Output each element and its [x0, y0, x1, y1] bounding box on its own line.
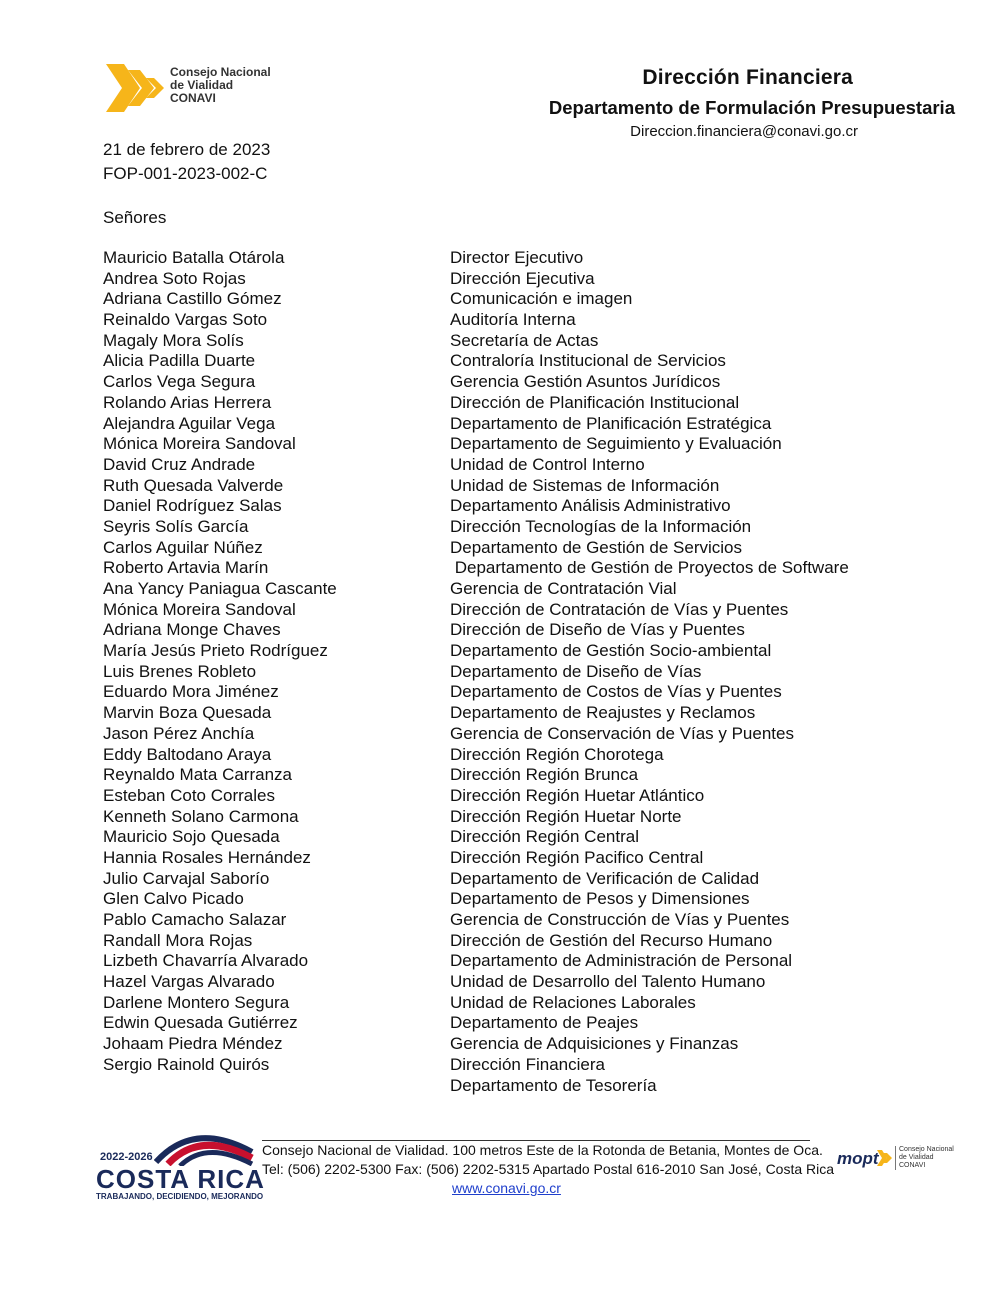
recipient-row [103, 1034, 963, 1055]
footer-contact: Tel: (506) 2202-5300 Fax: (506) 2202-5315 Apartado Postal 616-2010 San José, Costa Rica [262, 1161, 835, 1177]
recipient-department: Unidad de Control Interno [450, 454, 645, 474]
department-title: Dirección Financiera [642, 66, 853, 89]
logo-line-2: de Vialidad [170, 78, 234, 92]
recipient-row [103, 269, 963, 290]
mopt-text-3: CONAVI [899, 1162, 926, 1169]
recipient-name: Adriana Monge Chaves [103, 620, 281, 640]
recipient-row [103, 310, 963, 331]
recipient-department: Gerencia de Conservación de Vías y Puentes [450, 723, 794, 743]
recipient-row [103, 393, 963, 414]
recipient-row [103, 455, 963, 476]
recipient-department: Unidad de Relaciones Laborales [450, 992, 696, 1012]
conavi-logo [104, 60, 294, 116]
letter-salutation: Señores [103, 208, 167, 227]
recipient-row [103, 765, 963, 786]
recipient-name: Hazel Vargas Alvarado [103, 972, 275, 992]
recipient-row [103, 951, 963, 972]
recipient-row [103, 1055, 963, 1076]
conavi-chevron-icon [104, 60, 166, 116]
cr-logo-name: COSTA RICA [96, 1164, 265, 1194]
recipient-department: Dirección Ejecutiva [450, 268, 595, 288]
recipient-row [103, 641, 963, 662]
recipient-name: Hannia Rosales Hernández [103, 847, 311, 867]
recipient-department: Dirección de Gestión del Recurso Humano [450, 930, 773, 950]
recipient-department: Gerencia Gestión Asuntos Jurídicos [450, 372, 721, 392]
recipient-department: Departamento de Administración de Personal [450, 951, 793, 971]
recipient-name: Jason Pérez Anchía [103, 723, 255, 743]
recipient-row [103, 848, 963, 869]
logo-line-1: Consejo Nacional [170, 65, 271, 79]
recipient-name: Glen Calvo Picado [103, 889, 244, 909]
recipient-row [103, 517, 963, 538]
recipient-name: Alicia Padilla Duarte [103, 351, 256, 371]
cr-logo-years: 2022-2026 [100, 1151, 153, 1163]
recipient-list [103, 248, 963, 1096]
recipient-name: Daniel Rodríguez Salas [103, 496, 282, 516]
recipient-row [103, 496, 963, 517]
recipient-name: Kenneth Solano Carmona [103, 806, 299, 826]
recipient-name: Edwin Quesada Gutiérrez [103, 1013, 298, 1033]
recipient-row [103, 1013, 963, 1034]
recipient-row [103, 786, 963, 807]
recipient-name: Magaly Mora Solís [103, 330, 244, 350]
recipient-row [103, 331, 963, 352]
department-email[interactable]: Direccion.financiera@conavi.go.cr [630, 123, 858, 140]
mopt-wordmark: mopt [837, 1149, 879, 1168]
recipient-department: Dirección Región Huetar Atlántico [450, 785, 705, 805]
recipient-department: Gerencia de Contratación Vial [450, 579, 677, 598]
mopt-separator [895, 1146, 896, 1170]
recipient-department: Departamento de Gestión Socio-ambiental [450, 641, 772, 661]
recipient-department: Director Ejecutivo [450, 248, 584, 267]
recipient-department: Dirección Región Pacifico Central [450, 847, 704, 867]
recipient-row [103, 993, 963, 1014]
recipient-row [103, 827, 963, 848]
recipient-name: Darlene Montero Segura [103, 992, 290, 1012]
footer-divider [262, 1140, 810, 1141]
recipient-department: Departamento de Tesorería [450, 1075, 657, 1095]
recipient-department: Auditoría Interna [450, 310, 576, 330]
recipient-name: Luis Brenes Robleto [103, 661, 257, 681]
recipient-name: Pablo Camacho Salazar [103, 910, 287, 929]
recipient-department: Departamento de Reajustes y Reclamos [450, 703, 756, 723]
recipient-name: María Jesús Prieto Rodríguez [103, 641, 328, 661]
recipient-row [103, 807, 963, 828]
letter-date: 21 de febrero de 2023 [103, 140, 271, 159]
recipient-name: Ruth Quesada Valverde [103, 475, 284, 495]
recipient-name: Rolando Arias Herrera [103, 392, 272, 412]
recipient-department: Dirección Región Huetar Norte [450, 806, 682, 826]
recipient-department: Departamento de Gestión de Proyectos de Software [450, 558, 849, 578]
recipient-row [103, 682, 963, 703]
recipient-department: Departamento de Peajes [450, 1013, 639, 1033]
recipient-department: Departamento Análisis Administrativo [450, 496, 731, 516]
department-subtitle: Departamento de Formulación Presupuestaria [548, 97, 955, 118]
recipient-department: Unidad de Desarrollo del Talento Humano [450, 972, 766, 992]
recipient-name: David Cruz Andrade [103, 454, 256, 474]
recipient-name: Johaam Piedra Méndez [103, 1034, 283, 1054]
recipient-row [103, 351, 963, 372]
recipient-name: Alejandra Aguilar Vega [103, 413, 276, 433]
recipient-department: Dirección Región Brunca [450, 765, 639, 785]
footer-address: Consejo Nacional de Vialidad. 100 metros Este de la Rotonda de Betania, Montes de Oca. [262, 1142, 823, 1158]
recipient-name: Mauricio Batalla Otárola [103, 248, 285, 267]
recipient-name: Seyris Solís García [103, 516, 249, 536]
recipient-department: Contraloría Institucional de Servicios [450, 351, 726, 371]
recipient-department: Dirección Región Chorotega [450, 744, 664, 764]
recipient-department: Departamento de Verificación de Calidad [450, 868, 760, 888]
recipient-row [103, 1076, 963, 1097]
recipient-name: Carlos Aguilar Núñez [103, 537, 263, 557]
recipient-department: Departamento de Planificación Estratégica [450, 413, 772, 433]
recipient-name: Sergio Rainold Quirós [103, 1054, 270, 1074]
recipient-department: Secretaría de Actas [450, 330, 599, 350]
mopt-chevron-icon [877, 1148, 893, 1168]
recipient-name: Mauricio Sojo Quesada [103, 827, 280, 847]
recipient-row [103, 372, 963, 393]
recipient-row [103, 579, 963, 600]
recipient-name: Marvin Boza Quesada [103, 703, 272, 723]
footer-website-link[interactable]: www.conavi.go.cr [452, 1180, 561, 1196]
recipient-department: Dirección de Diseño de Vías y Puentes [450, 620, 745, 640]
recipient-name: Adriana Castillo Gómez [103, 289, 282, 309]
recipient-row [103, 538, 963, 559]
recipient-row [103, 289, 963, 310]
recipient-row [103, 703, 963, 724]
recipient-row [103, 745, 963, 766]
mopt-text-2: de Vialidad [899, 1154, 934, 1161]
recipient-row [103, 414, 963, 435]
recipient-row [103, 476, 963, 497]
recipient-name: Esteban Coto Corrales [103, 785, 275, 805]
recipient-department: Departamento de Seguimiento y Evaluación [450, 434, 782, 454]
logo-line-3: CONAVI [170, 91, 216, 105]
recipient-name: Eddy Baltodano Araya [103, 744, 272, 764]
recipient-row [103, 724, 963, 745]
recipient-name: Julio Carvajal Saborío [103, 868, 270, 888]
flag-arc-icon [154, 1124, 254, 1166]
recipient-row [103, 972, 963, 993]
recipient-department: Comunicación e imagen [450, 289, 633, 309]
recipient-department: Departamento de Diseño de Vías [450, 661, 702, 681]
recipient-row [103, 910, 963, 931]
recipient-row [103, 662, 963, 683]
recipient-name: Randall Mora Rojas [103, 930, 253, 950]
recipient-department: Departamento de Gestión de Servicios [450, 537, 742, 557]
letter-reference: FOP-001-2023-002-C [103, 164, 268, 183]
recipient-name: Lizbeth Chavarría Alvarado [103, 951, 309, 971]
recipient-department: Dirección Región Central [450, 827, 639, 847]
recipient-name: Eduardo Mora Jiménez [103, 682, 279, 702]
mopt-text-1: Consejo Nacional [899, 1146, 954, 1153]
cr-logo-slogan: TRABAJANDO, DECIDIENDO, MEJORANDO [96, 1192, 264, 1201]
recipient-row [103, 931, 963, 952]
recipient-name: Reynaldo Mata Carranza [103, 765, 292, 785]
recipient-department: Departamento de Costos de Vías y Puentes [450, 682, 782, 702]
recipient-row [103, 620, 963, 641]
costa-rica-logo [94, 1124, 265, 1204]
recipient-department: Dirección Financiera [450, 1054, 605, 1074]
recipient-department: Dirección de Planificación Institucional [450, 392, 740, 412]
recipient-name: Andrea Soto Rojas [103, 268, 246, 288]
mopt-logo [837, 1143, 954, 1175]
recipient-department: Gerencia de Adquisiciones y Finanzas [450, 1034, 739, 1054]
recipient-row [103, 889, 963, 910]
recipient-department: Dirección de Contratación de Vías y Puentes [450, 599, 789, 619]
recipient-name: Ana Yancy Paniagua Cascante [103, 579, 337, 598]
recipient-name: Mónica Moreira Sandoval [103, 599, 296, 619]
recipient-row [103, 434, 963, 455]
recipient-name: Mónica Moreira Sandoval [103, 434, 296, 454]
recipient-department: Departamento de Pesos y Dimensiones [450, 889, 750, 909]
recipient-row [103, 600, 963, 621]
recipient-row [103, 558, 963, 579]
recipient-department: Dirección Tecnologías de la Información [450, 516, 752, 536]
recipient-name: Carlos Vega Segura [103, 372, 256, 392]
recipient-department: Unidad de Sistemas de Información [450, 475, 720, 495]
recipient-department: Gerencia de Construcción de Vías y Puentes [450, 910, 790, 929]
recipient-name: Reinaldo Vargas Soto [103, 310, 268, 330]
recipient-row [103, 248, 963, 269]
recipient-name: Roberto Artavia Marín [103, 558, 269, 578]
recipient-row [103, 869, 963, 890]
